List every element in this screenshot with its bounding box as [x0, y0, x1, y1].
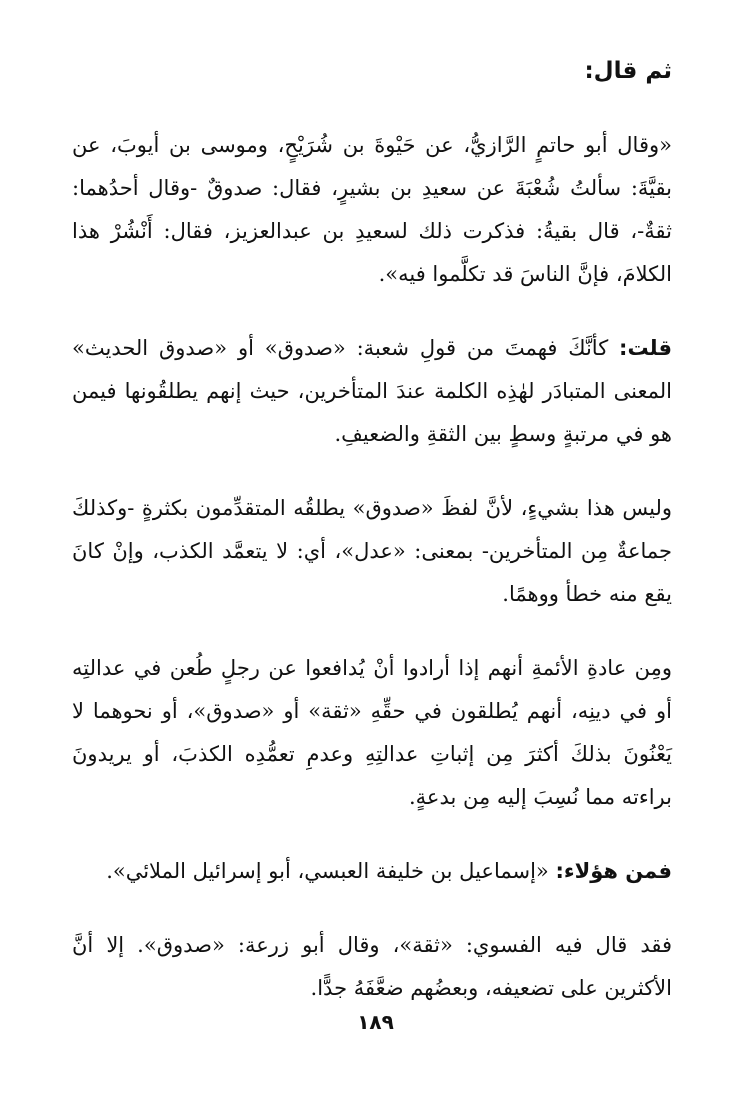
paragraph-2 [72, 327, 672, 456]
paragraph-6-text: فقد قال فيه الفسوي: «ثقة»، وقال أبو زرعة: «صدوق». إلا أنَّ الأكثرين على تضعيفه، وبعضُهم ضعَّفَهُ جدًّا. [72, 933, 672, 1000]
paragraph-4-text: ومِن عادةِ الأئمةِ أنهم إذا أرادوا أنْ يُدافعوا عن رجلٍ طُعن في عدالتِه أو في دينِه، أنهم يُطلقون في حقِّهِ «ثقة» أو «صدوق»، أو نحوهما لا يَعْنُونَ بذلكَ أكثرَ مِن إثباتِ عدالتِهِ وعدمِ تعمُّدِه الكذبَ، أو يريدونَ براءته مما نُسِبَ إليه مِن بدعةٍ. [72, 656, 672, 809]
paragraph-5-text: «إسماعيل بن خليفة العبسي، أبو إسرائيل الملائي». [106, 859, 556, 883]
page-body [72, 42, 672, 1041]
paragraph-1-text: «وقال أبو حاتمٍ الرَّازيُّ، عن حَيْوةَ بن شُرَيْحٍ، وموسى بن أيوبَ، عن بقيَّةَ: سألتُ شُعْبَةَ عن سعيدِ بن بشيرٍ، فقال: صدوقٌ -وقال أحدُهما: ثقةٌ-، قال بقيةُ: فذكرت ذلك لسعيدِ بن عبدالعزيز، فقال: أَنْشُرْ هذا الكلامَ، فإنَّ الناسَ قد تكلَّموا فيه». [72, 133, 672, 286]
paragraph-5-lead: فمن هؤلاء: [555, 859, 672, 883]
paragraph-1 [72, 124, 672, 296]
paragraph-2-text: كأنَّكَ فهمتَ من قولِ شعبة: «صدوق» أو «صدوق الحديث» المعنى المتبادَر لهٰذِه الكلمة عندَ المتأخرين، حيث إنهم يطلقُونها فيمن هو في مرتبةٍ وسطٍ بين الثقةِ والضعيفِ. [72, 336, 672, 446]
paragraph-5 [72, 850, 672, 893]
paragraph-3-text: وليس هذا بشيءٍ، لأنَّ لفظَ «صدوق» يطلقُه المتقدِّمون بكثرةٍ -وكذلكَ جماعةٌ مِن المتأخرين- بمعنى: «عدل»، أي: لا يتعمَّد الكذب، وإنْ كانَ يقع منه خطأ ووهمًا. [72, 496, 672, 606]
paragraph-6 [72, 924, 672, 1010]
paragraph-3 [72, 487, 672, 616]
section-heading: ثم قال: [584, 58, 672, 84]
paragraph-4 [72, 647, 672, 819]
page-number: ١٨٩ [357, 1010, 394, 1034]
paragraph-2-lead: قلت: [619, 336, 672, 360]
